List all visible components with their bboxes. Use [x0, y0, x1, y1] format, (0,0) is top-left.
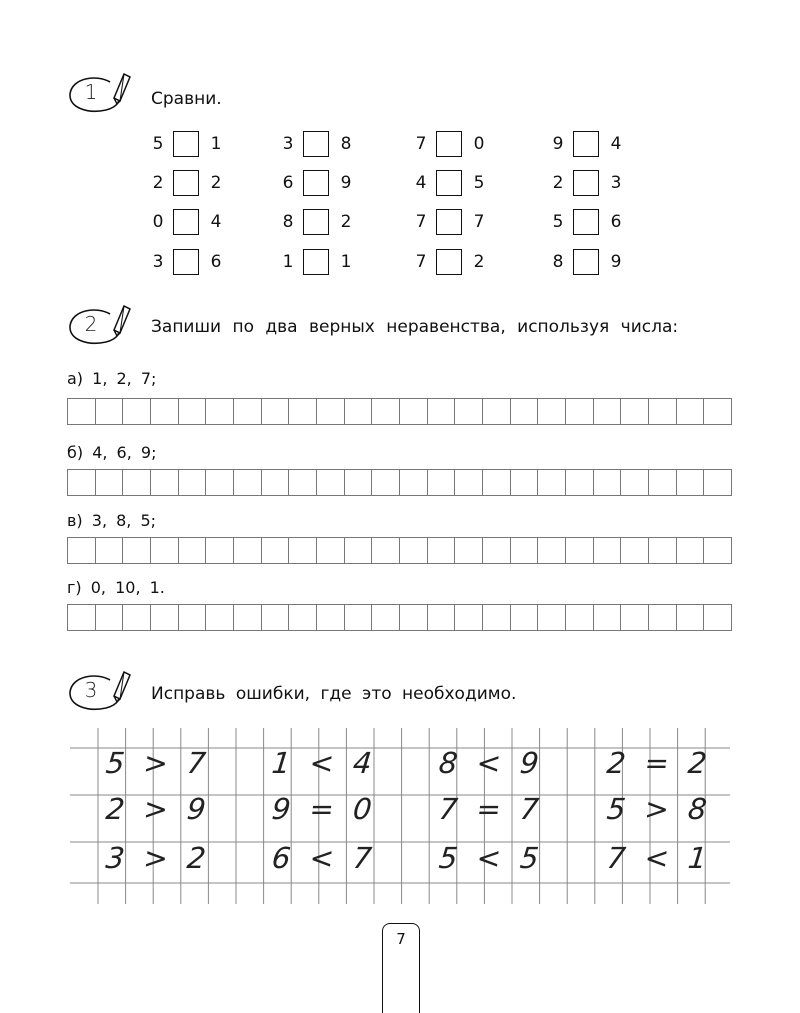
answer-cell[interactable] [483, 399, 511, 425]
answer-cell[interactable] [538, 470, 566, 496]
right-number: 1 [340, 252, 352, 272]
compare-item [152, 129, 222, 159]
inequality-entry: 3 > 2 [104, 841, 213, 875]
answer-cell[interactable] [677, 470, 705, 496]
answer-cell[interactable] [317, 538, 345, 564]
answer-cell[interactable] [594, 538, 622, 564]
answer-cell[interactable] [96, 470, 124, 496]
answer-cell[interactable] [428, 399, 456, 425]
right-number: 6 [610, 212, 622, 232]
answer-cell[interactable] [511, 538, 539, 564]
answer-cell[interactable] [234, 470, 262, 496]
exercise-2-badge [66, 302, 136, 352]
answer-cell[interactable] [289, 605, 317, 631]
left-number: 8 [282, 212, 294, 232]
answer-box[interactable] [173, 209, 199, 235]
compare-item [415, 129, 485, 159]
compare-item [552, 168, 622, 198]
answer-box[interactable] [573, 209, 599, 235]
answer-cell[interactable] [704, 399, 732, 425]
answer-cell[interactable] [68, 605, 96, 631]
answer-cell[interactable] [704, 538, 732, 564]
answer-cell[interactable] [206, 538, 234, 564]
answer-cell[interactable] [538, 399, 566, 425]
answer-cell[interactable] [511, 399, 539, 425]
answer-cell[interactable] [511, 605, 539, 631]
answer-cell[interactable] [345, 538, 373, 564]
answer-cell[interactable] [262, 538, 290, 564]
exercise-number: 1 [84, 80, 98, 104]
right-number: 4 [210, 212, 222, 232]
compare-item [552, 129, 622, 159]
left-number: 7 [415, 134, 427, 154]
right-number: 8 [340, 134, 352, 154]
answer-cell[interactable] [151, 605, 179, 631]
inequality-entry: 5 > 8 [605, 792, 714, 826]
left-number: 3 [152, 252, 164, 272]
answer-cell[interactable] [621, 605, 649, 631]
answer-cell[interactable] [566, 605, 594, 631]
answer-cell[interactable] [428, 605, 456, 631]
compare-item [282, 168, 352, 198]
answer-box[interactable] [173, 131, 199, 157]
answer-cell[interactable] [538, 605, 566, 631]
answer-cell[interactable] [289, 470, 317, 496]
answer-cell[interactable] [206, 605, 234, 631]
left-number: 7 [415, 252, 427, 272]
answer-cell[interactable] [372, 605, 400, 631]
answer-cell[interactable] [289, 399, 317, 425]
left-number: 1 [282, 252, 294, 272]
answer-cell[interactable] [621, 470, 649, 496]
answer-box[interactable] [573, 131, 599, 157]
answer-cell[interactable] [594, 399, 622, 425]
part-b-label: б) 4, 6, 9; [67, 443, 157, 462]
answer-cell[interactable] [538, 538, 566, 564]
inequality-entry: 1 < 4 [270, 746, 379, 780]
part-c-label: в) 3, 8, 5; [67, 511, 157, 530]
answer-cell[interactable] [151, 399, 179, 425]
right-number: 0 [473, 134, 485, 154]
answer-cell[interactable] [621, 538, 649, 564]
compare-item [415, 207, 485, 237]
exercise-1-badge [66, 70, 136, 120]
answer-cell[interactable] [677, 605, 705, 631]
answer-cell[interactable] [483, 538, 511, 564]
answer-cell[interactable] [400, 605, 428, 631]
right-number: 1 [210, 134, 222, 154]
inequality-entry: 8 < 9 [437, 746, 546, 780]
answer-cell[interactable] [68, 399, 96, 425]
answer-cells-b[interactable] [67, 469, 732, 496]
answer-box[interactable] [303, 131, 329, 157]
answer-cell[interactable] [289, 538, 317, 564]
answer-cell[interactable] [677, 538, 705, 564]
answer-box[interactable] [173, 249, 199, 275]
right-number: 7 [473, 212, 485, 232]
right-number: 9 [610, 252, 622, 272]
answer-cell[interactable] [206, 399, 234, 425]
left-number: 9 [552, 134, 564, 154]
answer-cell[interactable] [151, 470, 179, 496]
inequality-entry: 5 < 5 [437, 841, 546, 875]
answer-cell[interactable] [455, 399, 483, 425]
answer-cell[interactable] [621, 399, 649, 425]
answer-cell[interactable] [96, 538, 124, 564]
answer-cell[interactable] [345, 470, 373, 496]
answer-cell[interactable] [151, 538, 179, 564]
answer-cell[interactable] [234, 399, 262, 425]
answer-cell[interactable] [372, 538, 400, 564]
answer-cell[interactable] [455, 538, 483, 564]
answer-cell[interactable] [428, 538, 456, 564]
left-number: 0 [152, 212, 164, 232]
compare-item [282, 207, 352, 237]
left-number: 3 [282, 134, 294, 154]
inequality-entry: 6 < 7 [270, 841, 379, 875]
left-number: 2 [552, 173, 564, 193]
part-d-label: г) 0, 10, 1. [67, 578, 165, 597]
answer-cell[interactable] [483, 470, 511, 496]
answer-cell[interactable] [511, 470, 539, 496]
inequality-entry: 2 > 9 [104, 792, 213, 826]
answer-cell[interactable] [649, 605, 677, 631]
answer-cell[interactable] [566, 399, 594, 425]
inequality-entry: 9 = 0 [270, 792, 379, 826]
inequality-entry: 7 < 1 [605, 841, 714, 875]
answer-cell[interactable] [234, 605, 262, 631]
answer-cell[interactable] [704, 470, 732, 496]
answer-cell[interactable] [96, 605, 124, 631]
answer-cell[interactable] [428, 470, 456, 496]
answer-cell[interactable] [317, 470, 345, 496]
exercise-3-title: Исправь ошибки, где это необходимо. [151, 684, 517, 704]
answer-box[interactable] [303, 249, 329, 275]
answer-box[interactable] [436, 249, 462, 275]
compare-item [152, 207, 222, 237]
answer-cell[interactable] [704, 605, 732, 631]
answer-cell[interactable] [123, 538, 151, 564]
inequality-entry: 2 = 2 [605, 746, 714, 780]
left-number: 6 [282, 173, 294, 193]
exercise-3-badge [66, 668, 136, 718]
answer-cell[interactable] [179, 605, 207, 631]
answer-cell[interactable] [262, 605, 290, 631]
answer-cell[interactable] [455, 470, 483, 496]
answer-cell[interactable] [566, 538, 594, 564]
answer-cell[interactable] [400, 470, 428, 496]
left-number: 2 [152, 173, 164, 193]
answer-cell[interactable] [400, 538, 428, 564]
answer-cell[interactable] [345, 399, 373, 425]
answer-cell[interactable] [179, 538, 207, 564]
compare-item [282, 247, 352, 277]
answer-box[interactable] [436, 131, 462, 157]
left-number: 7 [415, 212, 427, 232]
right-number: 6 [210, 252, 222, 272]
answer-cell[interactable] [206, 470, 234, 496]
answer-cell[interactable] [317, 605, 345, 631]
page-number: 7 [396, 930, 406, 948]
answer-cell[interactable] [483, 605, 511, 631]
answer-cell[interactable] [649, 470, 677, 496]
compare-item [552, 247, 622, 277]
compare-item [152, 168, 222, 198]
exercise-number: 2 [84, 312, 98, 336]
answer-cell[interactable] [317, 399, 345, 425]
answer-box[interactable] [436, 209, 462, 235]
answer-cell[interactable] [372, 399, 400, 425]
left-number: 5 [152, 134, 164, 154]
answer-cell[interactable] [566, 470, 594, 496]
answer-cell[interactable] [68, 470, 96, 496]
answer-cell[interactable] [234, 538, 262, 564]
answer-cell[interactable] [594, 605, 622, 631]
right-number: 5 [473, 173, 485, 193]
answer-cell[interactable] [96, 399, 124, 425]
answer-cells-c[interactable] [67, 537, 732, 564]
answer-box[interactable] [573, 249, 599, 275]
compare-item [415, 168, 485, 198]
answer-cell[interactable] [123, 470, 151, 496]
answer-cell[interactable] [649, 399, 677, 425]
exercise-number: 3 [84, 678, 98, 702]
answer-cell[interactable] [400, 399, 428, 425]
compare-item [552, 207, 622, 237]
right-number: 2 [340, 212, 352, 232]
inequality-entry: 7 = 7 [437, 792, 546, 826]
compare-item [152, 247, 222, 277]
answer-cell[interactable] [372, 470, 400, 496]
handwriting-grid [70, 728, 730, 904]
right-number: 3 [610, 173, 622, 193]
answer-cell[interactable] [677, 399, 705, 425]
left-number: 8 [552, 252, 564, 272]
answer-cell[interactable] [649, 538, 677, 564]
right-number: 2 [473, 252, 485, 272]
answer-cell[interactable] [123, 605, 151, 631]
answer-box[interactable] [303, 170, 329, 196]
answer-box[interactable] [303, 209, 329, 235]
left-number: 4 [415, 173, 427, 193]
right-number: 2 [210, 173, 222, 193]
answer-box[interactable] [173, 170, 199, 196]
answer-cell[interactable] [262, 470, 290, 496]
answer-cell[interactable] [68, 538, 96, 564]
answer-cells-d[interactable] [67, 604, 732, 631]
answer-cell[interactable] [123, 399, 151, 425]
compare-item [282, 129, 352, 159]
inequality-entry: 5 > 7 [104, 746, 213, 780]
left-number: 5 [552, 212, 564, 232]
right-number: 4 [610, 134, 622, 154]
answer-box[interactable] [573, 170, 599, 196]
answer-cell[interactable] [262, 399, 290, 425]
part-a-label: а) 1, 2, 7; [67, 369, 157, 388]
exercise-1-title: Сравни. [151, 89, 222, 109]
answer-cell[interactable] [345, 605, 373, 631]
answer-cell[interactable] [455, 605, 483, 631]
answer-cells-a[interactable] [67, 398, 732, 425]
exercise-2-title: Запиши по два верных неравенства, используя числа: [151, 317, 679, 337]
answer-cell[interactable] [594, 470, 622, 496]
compare-item [415, 247, 485, 277]
answer-box[interactable] [436, 170, 462, 196]
right-number: 9 [340, 173, 352, 193]
answer-cell[interactable] [179, 399, 207, 425]
answer-cell[interactable] [179, 470, 207, 496]
